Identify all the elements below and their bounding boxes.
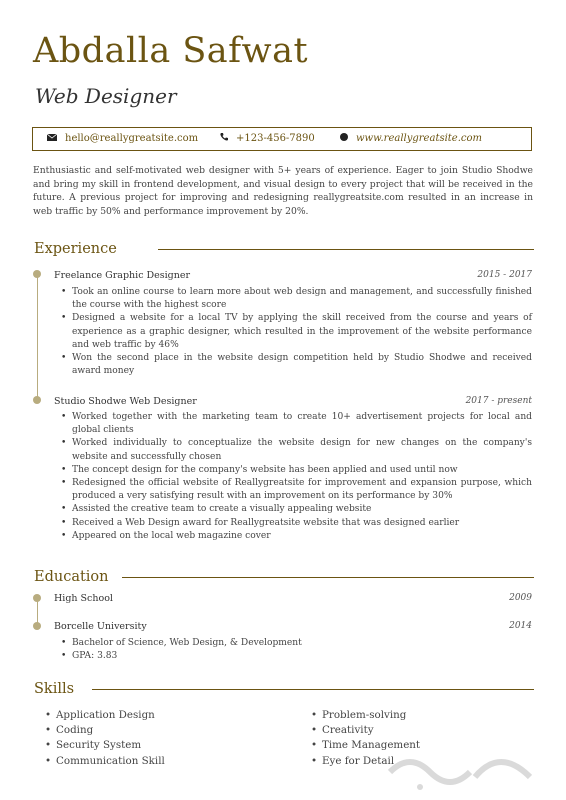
education-bullets <box>61 637 532 663</box>
education-date: 2009 <box>509 593 532 603</box>
contact-phone[interactable] <box>220 133 315 144</box>
job-bullets <box>61 286 532 378</box>
list-item: • Coding <box>45 723 275 738</box>
job-title: Freelance Graphic Designer <box>54 270 191 281</box>
timeline-dot <box>33 622 41 630</box>
watermark-logo <box>380 742 550 800</box>
website-text: www.reallygreatsite.com <box>356 133 483 144</box>
job-date: 2015 - 2017 <box>477 270 532 280</box>
education-heading: Education <box>34 569 109 585</box>
list-item: • Bachelor of Science, Web Design, & Development <box>61 637 532 650</box>
list-item: • Appeared on the local web magazine cover <box>61 530 532 543</box>
email-text: hello@reallygreatsite.com <box>65 133 199 144</box>
globe-icon <box>340 133 348 144</box>
job-title: Studio Shodwe Web Designer <box>54 396 197 407</box>
experience-heading: Experience <box>34 241 117 257</box>
list-item: • Security System <box>45 738 275 753</box>
job-bullets <box>61 411 532 543</box>
list-item: • Worked individually to conceptualize the website design for new changes on the company's website and successfully chosen <box>61 437 532 463</box>
education-title: Borcelle University <box>54 621 147 632</box>
list-item: • Communication Skill <box>45 754 275 769</box>
phone-text: +123-456-7890 <box>236 133 315 144</box>
skills-list-left <box>45 708 275 769</box>
education-title: High School <box>54 593 113 604</box>
list-item: • Eye for Detail <box>311 754 531 769</box>
skills-divider <box>92 689 534 690</box>
list-item: • Took an online course to learn more about web design and management, and successfully finished the course with the highest score <box>61 286 532 312</box>
list-item: • Won the second place in the website design competition held by Studio Shodwe and received award money <box>61 352 532 378</box>
list-item: • Assisted the creative team to create a visually appealing website <box>61 503 532 516</box>
job-date: 2017 - present <box>465 396 532 406</box>
experience-divider <box>158 249 534 250</box>
list-item: • Designed a website for a local TV by applying the skill received from the course and years of experience as a graphic designer, which resulted in the improvement of the website performance and web traffic by 46% <box>61 312 532 352</box>
list-item: • Time Management <box>311 738 531 753</box>
list-item: • Application Design <box>45 708 275 723</box>
timeline-dot <box>33 270 41 278</box>
contact-website[interactable] <box>340 133 482 144</box>
candidate-name: Abdalla Safwat <box>33 31 309 71</box>
education-date: 2014 <box>509 621 532 631</box>
timeline-dot <box>33 396 41 404</box>
list-item: • The concept design for the company's website has been applied and used until now <box>61 464 532 477</box>
education-divider <box>122 577 534 578</box>
skills-heading: Skills <box>34 681 75 697</box>
summary-paragraph: Enthusiastic and self-motivated web designer with 5+ years of experience. Eager to join Studio Shodwe and bring my skill in frontend development, and visual design to every project that will be received in the future. A previous project for improving and redesigning reallygreatsite.com resulted in an increase in web traffic by 50% and performance improvement by 20%. <box>33 165 533 218</box>
contact-email[interactable] <box>47 133 198 144</box>
list-item: • GPA: 3.83 <box>61 650 532 663</box>
email-icon <box>47 134 57 144</box>
candidate-role: Web Designer <box>35 84 177 108</box>
contact-bar <box>32 127 532 151</box>
list-item: • Received a Web Design award for Reallygreatsite website that was designed earlier <box>61 517 532 530</box>
timeline-dot <box>33 594 41 602</box>
list-item: • Problem-solving <box>311 708 531 723</box>
list-item: • Worked together with the marketing team to create 10+ advertisement projects for local and global clients <box>61 411 532 437</box>
list-item: • Creativity <box>311 723 531 738</box>
experience-timeline <box>37 274 38 401</box>
phone-icon <box>220 133 228 144</box>
list-item: • Redesigned the official website of Reallygreatsite for improvement and expansion purpose, which produced a very satisfying result with an improvement on its performance by 30% <box>61 477 532 503</box>
